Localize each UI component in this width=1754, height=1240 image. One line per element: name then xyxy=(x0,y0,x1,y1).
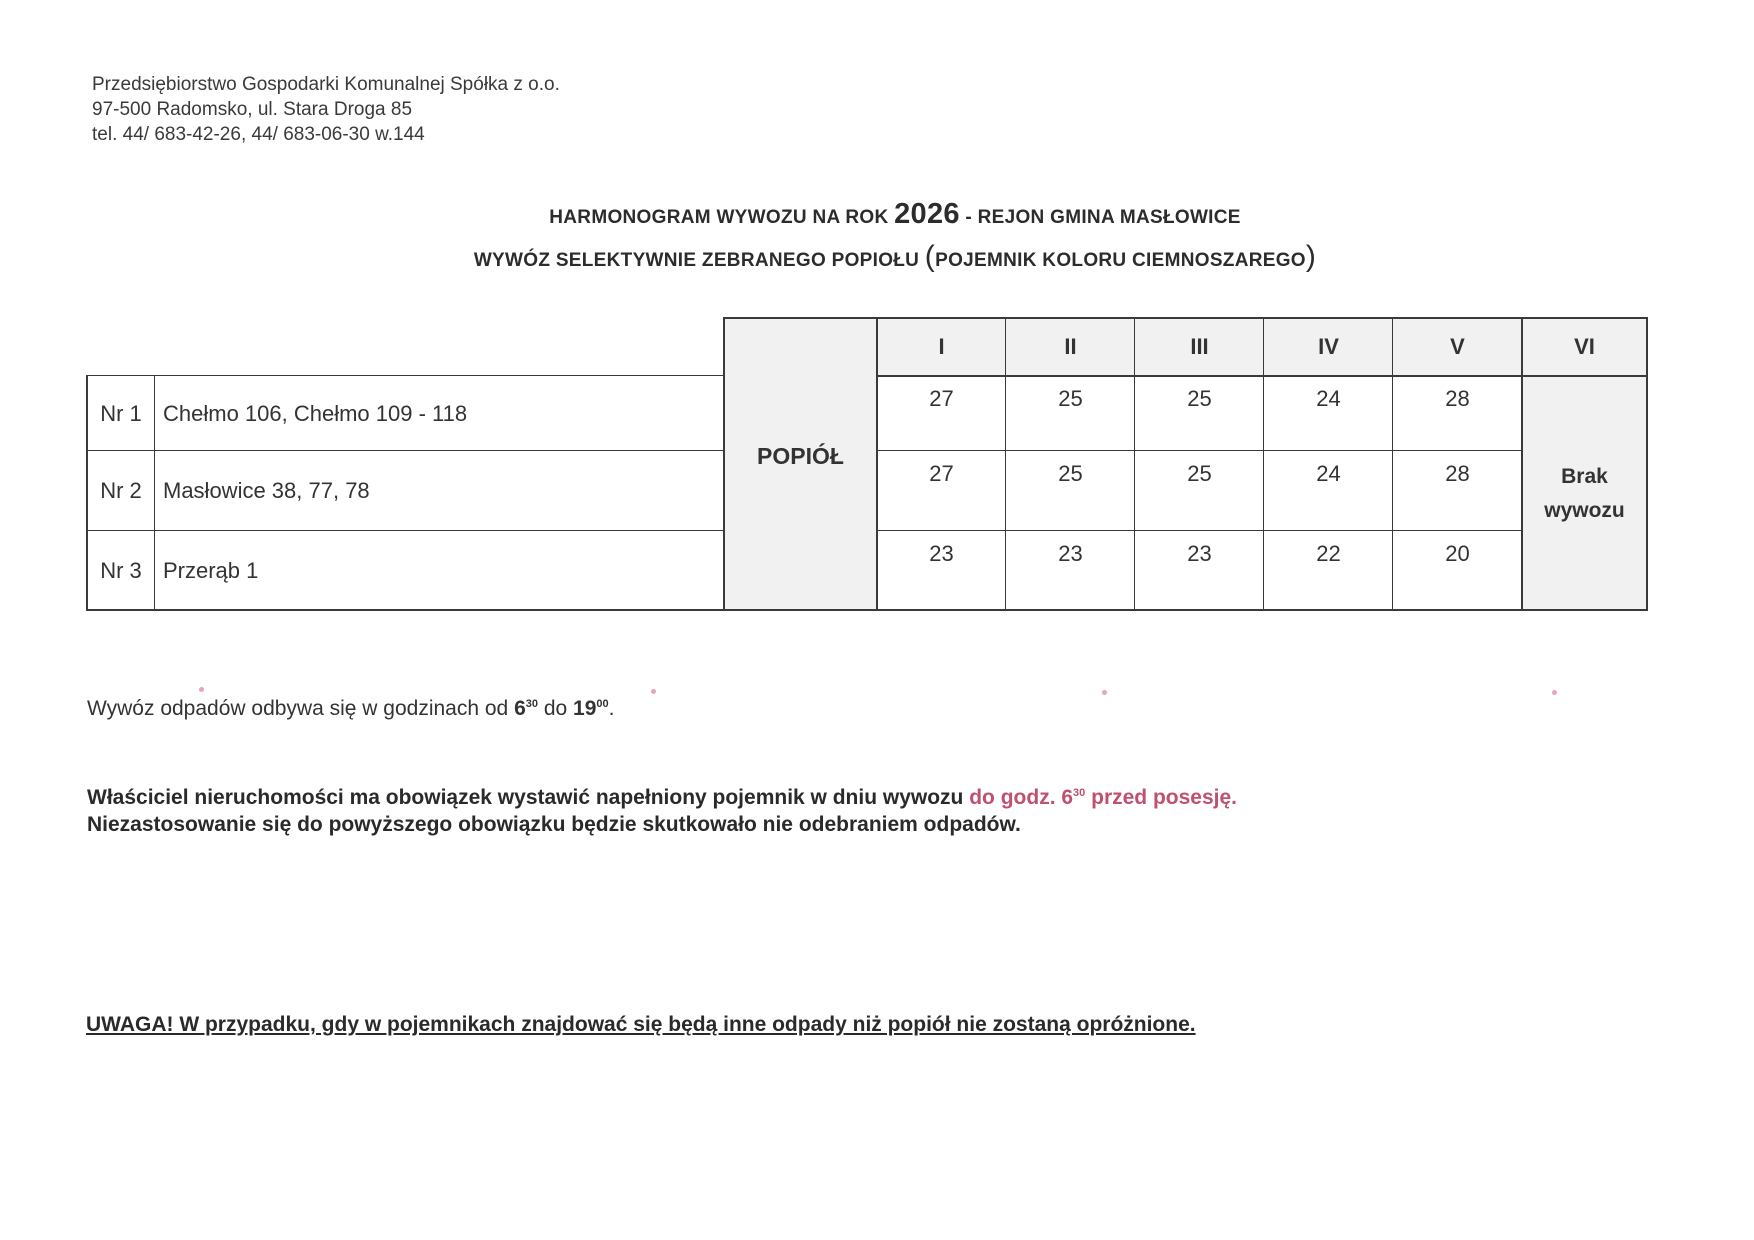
day-cell: 25 xyxy=(1187,386,1212,411)
warning-note: UWAGA! W przypadku, gdy w pojemnikach znajdować się będą inne odpady niż popiół nie zostaną opróżnione. xyxy=(86,1013,1196,1036)
scan-speck xyxy=(1552,690,1557,695)
day-cell: 23 xyxy=(1187,541,1212,566)
grid-line xyxy=(86,375,88,611)
grid-line xyxy=(86,609,1648,611)
day-cell: 27 xyxy=(929,461,954,486)
day-cell: 22 xyxy=(1316,541,1341,566)
row-number: Nr 1 xyxy=(100,400,142,426)
day-cell: 20 xyxy=(1445,541,1470,566)
day-cell: 24 xyxy=(1316,461,1341,486)
hours-text: Wywóz odpadów odbywa się w godzinach od xyxy=(87,697,515,720)
grid-line xyxy=(154,375,155,611)
no-pickup-line2: wywozu xyxy=(1544,498,1625,522)
month-header-vi: VI xyxy=(1574,334,1595,359)
notice-line2: Niezastosowanie się do powyższego obowiązku będzie skutkowało nie odebraniem odpadów. xyxy=(87,813,1021,836)
day-cell: 23 xyxy=(1058,541,1083,566)
no-pickup-cell xyxy=(1522,376,1647,611)
grid-line xyxy=(1392,317,1393,611)
row-address: Przerąb 1 xyxy=(163,558,259,583)
grid-line xyxy=(1005,317,1006,611)
row-address: Masłowice 38, 77, 78 xyxy=(163,478,370,503)
scan-speck xyxy=(199,687,204,692)
scan-speck xyxy=(651,689,656,694)
row-number: Nr 3 xyxy=(100,558,142,583)
month-header-v: V xyxy=(1450,334,1465,359)
title-prefix: HARMONOGRAM WYWOZU NA ROK xyxy=(549,207,895,228)
grid-line xyxy=(876,317,878,611)
day-cell: 25 xyxy=(1187,461,1212,486)
schedule-title xyxy=(0,198,1754,231)
subtitle-text: WYWÓZ SELEKTYWNIE ZEBRANEGO POPIOŁU xyxy=(473,250,925,271)
day-cell: 25 xyxy=(1058,386,1083,411)
day-cell: 23 xyxy=(929,541,954,566)
hours-mid: do xyxy=(543,697,574,720)
day-cell: 28 xyxy=(1445,386,1470,411)
grid-line xyxy=(1263,317,1264,611)
day-cell: 27 xyxy=(929,386,954,411)
owner-notice xyxy=(87,780,1237,838)
day-cell: 24 xyxy=(1316,386,1341,411)
grid-line xyxy=(87,450,725,451)
subtitle-container-color: POJEMNIK KOLORU CIEMNOSZAREGO xyxy=(935,250,1306,271)
title-region: - REJON GMINA MASŁOWICE xyxy=(959,207,1241,228)
pickup-hours xyxy=(87,697,615,721)
grid-line xyxy=(877,450,1523,451)
hours-end: $19^{00}$ xyxy=(573,697,609,720)
hours-tail: . xyxy=(608,697,615,720)
company-name: Przedsiębiorstwo Gospodarki Komunalnej Spółka z o.o. xyxy=(92,74,560,95)
grid-line xyxy=(724,317,1648,319)
title-year: 2026 xyxy=(894,198,960,230)
grid-line xyxy=(877,530,1523,531)
schedule-subtitle xyxy=(0,240,1754,274)
company-header xyxy=(92,72,560,147)
subtitle-paren-close: ) xyxy=(1305,240,1317,273)
grid-line xyxy=(1646,317,1648,611)
row-address: Chełmo 106, Chełmo 109 - 118 xyxy=(163,400,468,426)
company-address: 97-500 Radomsko, ul. Stara Droga 85 xyxy=(92,99,413,120)
month-header-iv: IV xyxy=(1318,334,1339,359)
notice-deadline: do godz. $6^{30}$ przed posesję. xyxy=(969,786,1238,809)
grid-line xyxy=(1134,317,1135,611)
category-cell: POPIÓŁ xyxy=(757,442,844,469)
grid-line xyxy=(87,375,725,376)
hours-start: $6^{30}$ xyxy=(514,697,538,720)
company-phone: tel. 44/ 683-42-26, 44/ 683-06-30 w.144 xyxy=(92,124,425,145)
subtitle-paren-open: ( xyxy=(924,240,936,273)
month-header-i: I xyxy=(938,334,945,359)
no-pickup-line1: Brak xyxy=(1561,464,1608,488)
day-cell: 25 xyxy=(1058,461,1083,486)
notice-line1: Właściciel nieruchomości ma obowiązek wystawić napełniony pojemnik w dniu wywozu do godz. $6^{30}$ przed posesję. xyxy=(87,786,1238,809)
grid-line xyxy=(87,530,725,531)
grid-line xyxy=(723,317,725,611)
month-header-iii: III xyxy=(1190,334,1209,359)
grid-line xyxy=(1521,317,1523,611)
day-cell: 28 xyxy=(1445,461,1470,486)
month-header-ii: II xyxy=(1064,334,1077,359)
row-number: Nr 2 xyxy=(100,478,142,503)
scan-speck xyxy=(1102,690,1107,695)
